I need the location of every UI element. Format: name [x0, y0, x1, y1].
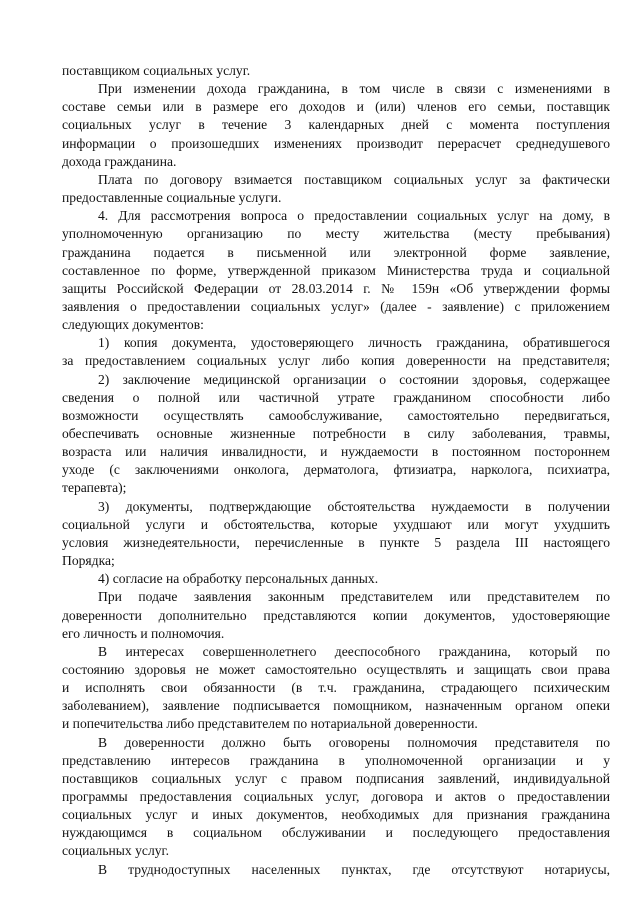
- text-line: поставщиков социальных услуг с правом подписания заявлений, индивидуальной: [62, 770, 610, 786]
- text-line: и исполнять свои обязанности (в т.ч. гражданина, страдающего психическим: [62, 680, 610, 696]
- text-line: нуждающимся в социальном обслуживании и последующего предоставления: [62, 825, 610, 841]
- text-line: обеспечивать основные жизненные потребности в силу заболевания, травмы,: [62, 426, 610, 441]
- text-line: защиты Российской Федерации от 28.03.2014 г. № 159н «Об утверждении формы: [62, 280, 610, 296]
- text-line: возможности осуществлять самообслуживание, самостоятельно передвигаться,: [62, 407, 610, 423]
- text-line: и попечительства либо представителем по нотариальной доверенности.: [62, 716, 478, 732]
- text-line: условия жизнедеятельности, перечисленные в пункте 5 раздела III настоящего: [62, 534, 610, 550]
- text-line: социальной услуги и обстоятельства, которые ухудшают или могут ухудшить: [62, 516, 610, 532]
- text-line: доверенности дополнительно представляются копии документов, удостоверяющие: [62, 607, 610, 623]
- text-line: социальных услуг в течение 3 календарных дней с момента поступления: [62, 117, 610, 133]
- text-line: уходе (с заключениями онколога, дерматолога, фтизиатра, нарколога, психиатра,: [62, 462, 610, 478]
- text-line: терапевта);: [62, 480, 127, 496]
- text-line: 3) документы, подтверждающие обстоятельства нуждаемости в получении: [98, 498, 610, 514]
- text-line: следующих документов:: [62, 317, 204, 333]
- text-line: заболеванием), заявление подписывается помощником, назначенным органом опеки: [62, 698, 610, 714]
- text-line: При подаче заявления законным представителем или представителем по: [98, 589, 610, 605]
- text-line: сведения о полной или частичной утрате гражданином способности либо: [62, 389, 610, 405]
- text-line: В интересах совершеннолетнего дееспособного гражданина, который по: [98, 643, 610, 659]
- text-line: представлению интересов гражданина в уполномоченной организации и у: [62, 752, 610, 768]
- text-line: возраста или наличия инвалидности, и нуждаемости в постоянном постороннем: [62, 444, 610, 460]
- text-line: При изменении дохода гражданина, в том числе в связи с изменениями в: [98, 81, 610, 97]
- text-line: уполномоченную организацию по месту жительства (месту пребывания): [62, 226, 610, 242]
- text-line: Плата по договору взимается поставщиком социальных услуг за фактически: [98, 171, 610, 187]
- text-line: 1) копия документа, удостоверяющего личность гражданина, обратившегося: [98, 335, 610, 351]
- text-line: предоставленные социальные услуги.: [62, 190, 282, 205]
- text-line: дохода гражданина.: [62, 153, 177, 169]
- text-line: информации о произошедших изменениях производит перерасчет среднедушевого: [62, 135, 610, 151]
- text-line: гражданина подается в письменной или электронной форме заявление,: [62, 244, 610, 260]
- text-line: В труднодоступных населенных пунктах, где отсутствуют нотариусы,: [98, 861, 610, 877]
- text-line: заявления о предоставлении социальных услуг» (далее - заявление) с приложением: [62, 298, 610, 314]
- text-line: 4. Для рассмотрения вопроса о предоставлении социальных услуг на дому, в: [98, 208, 610, 224]
- text-line: В доверенности должно быть оговорены полномочия представителя по: [98, 734, 610, 750]
- text-line: составе семьи или в размере его доходов и (или) членов его семьи, поставщик: [62, 99, 610, 115]
- text-line: поставщиком социальных услуг.: [62, 63, 251, 78]
- text-line: за предоставлением социальных услуг либо копия доверенности на представителя;: [62, 353, 610, 369]
- text-line: программы предоставления социальных услуг, договора и актов о предоставлении: [62, 789, 610, 804]
- text-line: 4) согласие на обработку персональных данных.: [98, 571, 379, 587]
- text-line: Порядка;: [62, 553, 115, 568]
- text-line: составленное по форме, утвержденной приказом Министерства труда и социальной: [62, 262, 610, 278]
- text-line: его личность и полномочия.: [62, 625, 225, 641]
- text-line: социальных услуг и иных документов, необходимых для признания гражданина: [62, 807, 610, 823]
- text-line: состоянию здоровья не может самостоятельно осуществлять и защищать свои права: [62, 661, 610, 677]
- text-line: 2) заключение медицинской организации о состоянии здоровья, содержащее: [98, 371, 610, 387]
- text-line: социальных услуг.: [62, 843, 169, 859]
